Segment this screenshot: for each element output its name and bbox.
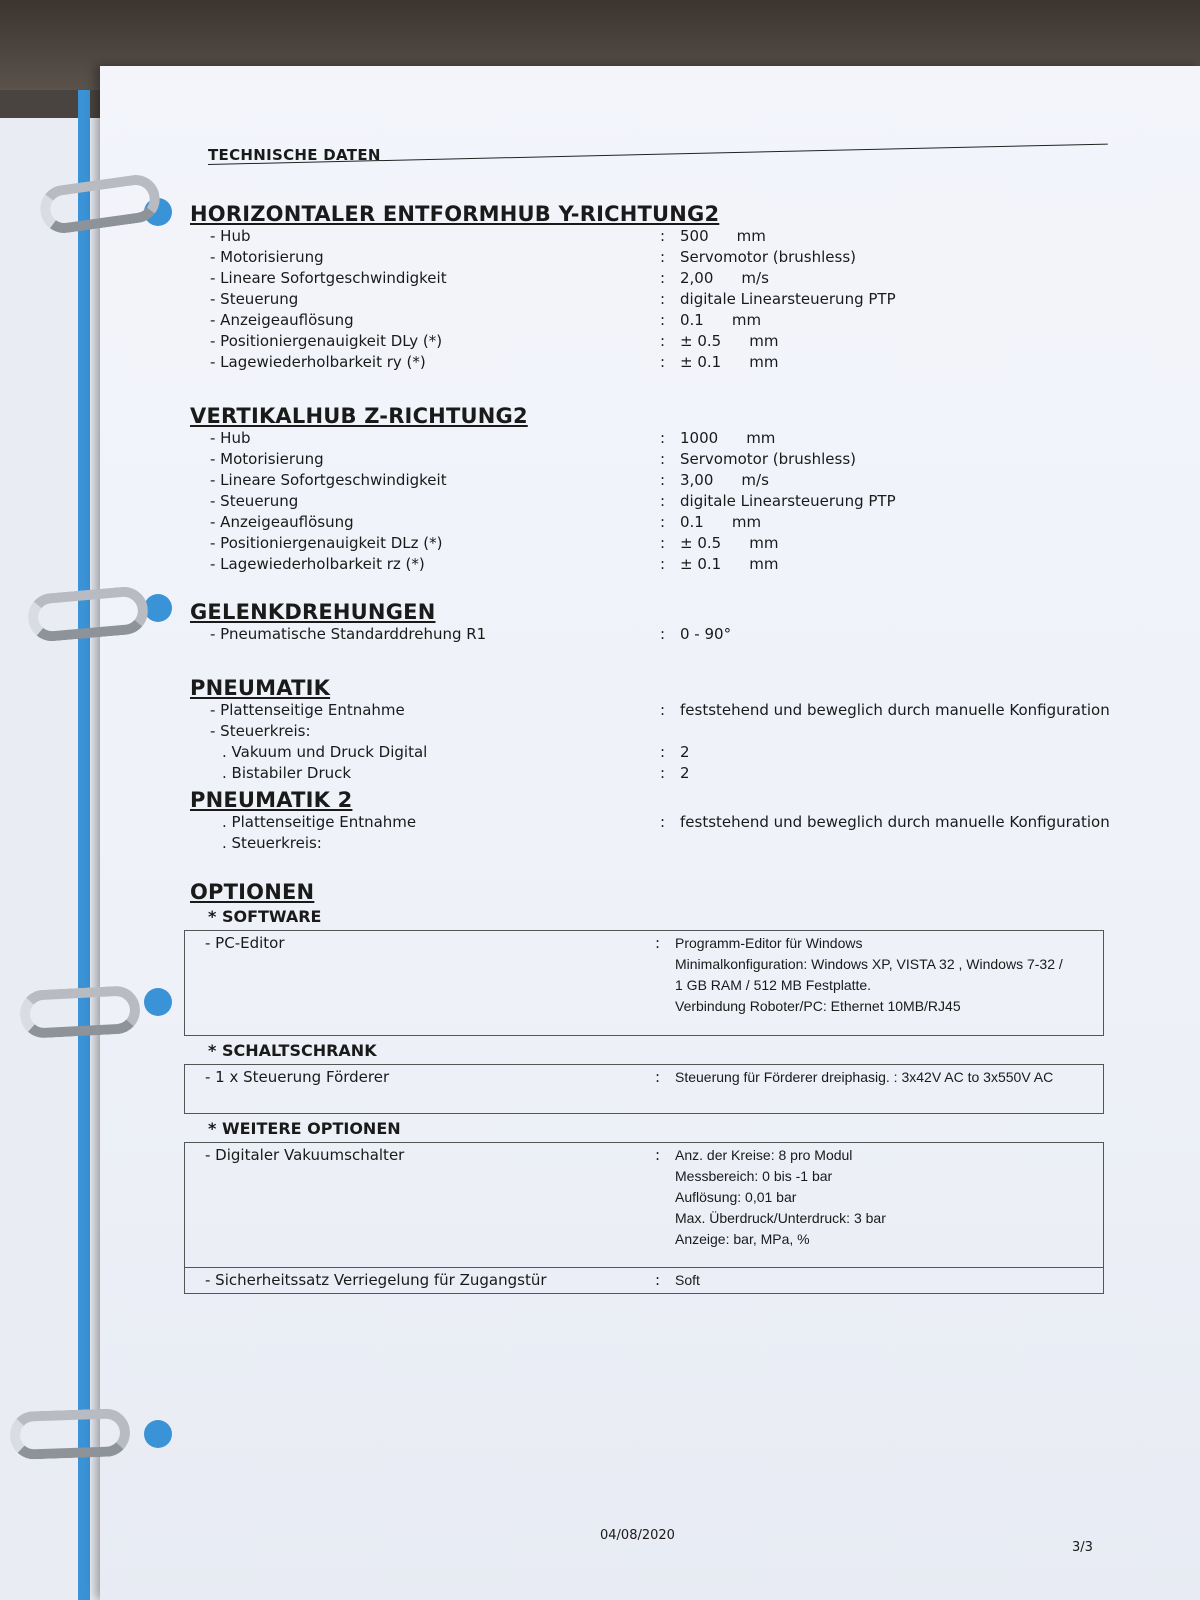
- spec-unit: mm: [749, 332, 779, 350]
- option-value-line: Anz. der Kreise: 8 pro Modul: [675, 1147, 853, 1163]
- document-page: [100, 66, 1200, 1600]
- spec-value-text: 0.1: [680, 311, 704, 329]
- spec-row: [190, 310, 1200, 331]
- colon: :: [660, 429, 666, 447]
- spec-label: - Lineare Sofortgeschwindigkeit: [210, 269, 447, 287]
- spec-row: [190, 352, 1200, 373]
- spec-row: [190, 700, 1200, 721]
- section-heading: HORIZONTALER ENTFORMHUB Y-RICHTUNG2: [190, 202, 720, 226]
- option-label: - Sicherheitssatz Verriegelung für Zugangstür: [205, 1271, 547, 1289]
- spec-unit: mm: [749, 353, 779, 371]
- colon: :: [660, 248, 666, 266]
- spec-value-text: 500: [680, 227, 709, 245]
- spec-label: - Pneumatische Standarddrehung R1: [210, 625, 487, 643]
- spec-row: [190, 533, 1200, 554]
- spec-list: [190, 428, 1200, 575]
- spec-unit: mm: [736, 227, 766, 245]
- spec-label: - Positioniergenauigkeit DLz (*): [210, 534, 443, 552]
- subsection-heading: * WEITERE OPTIONEN: [208, 1119, 401, 1138]
- colon: :: [660, 764, 666, 782]
- spec-value-text: ± 0.5: [680, 332, 722, 350]
- spec-value: [680, 742, 1200, 763]
- colon: :: [660, 450, 666, 468]
- spec-value-text: ± 0.1: [680, 555, 722, 573]
- spec-label: - Lineare Sofortgeschwindigkeit: [210, 471, 447, 489]
- binder-ring: [9, 1408, 131, 1460]
- binder-edge: [78, 90, 90, 1600]
- spec-unit: m/s: [741, 471, 769, 489]
- option-value: Steuerung für Förderer dreiphasig. : 3x42V AC to 3x550V AC: [675, 1069, 1054, 1085]
- spec-value-text: 3,00: [680, 471, 714, 489]
- option-value-line: Verbindung Roboter/PC: Ethernet 10MB/RJ45: [675, 998, 961, 1014]
- spec-value-text: digitale Linearsteuerung PTP: [680, 290, 896, 308]
- document-title: TECHNISCHE DATEN: [208, 146, 381, 164]
- footer-page-number: 3/3: [1072, 1540, 1093, 1555]
- option-row: [185, 1268, 1103, 1293]
- spec-row: [190, 449, 1200, 470]
- spec-value: [680, 763, 1200, 784]
- spec-row: [190, 763, 1200, 784]
- colon: :: [660, 701, 666, 719]
- option-box-schaltschrank: [184, 1064, 1104, 1114]
- spec-value: [680, 310, 1200, 331]
- spec-value: [680, 721, 1200, 742]
- spec-value: [680, 449, 1200, 470]
- spec-label: . Vakuum und Druck Digital: [222, 743, 428, 761]
- spec-value-text: 2: [680, 764, 690, 782]
- section-pneumatik2: [190, 788, 1200, 854]
- section-optionen: [190, 880, 1200, 1294]
- spec-row: [190, 554, 1200, 575]
- section-heading: PNEUMATIK 2: [190, 788, 353, 812]
- spec-label: - Positioniergenauigkeit DLy (*): [210, 332, 443, 350]
- spec-unit: m/s: [741, 269, 769, 287]
- spec-value-text: Servomotor (brushless): [680, 450, 857, 468]
- option-value-line: 1 GB RAM / 512 MB Festplatte.: [675, 977, 872, 993]
- colon: :: [660, 813, 666, 831]
- spec-label: - Hub: [210, 429, 251, 447]
- spec-value: [680, 700, 1200, 721]
- colon: :: [660, 492, 666, 510]
- spec-row: [190, 742, 1200, 763]
- section-pneumatik: [190, 676, 1200, 784]
- section-vertikal: [190, 404, 1200, 575]
- colon: [660, 833, 680, 854]
- spec-value: [680, 289, 1200, 310]
- spec-label: - Motorisierung: [210, 450, 324, 468]
- option-row: [185, 1065, 1103, 1113]
- spec-value: [680, 470, 1200, 491]
- spec-unit: mm: [749, 555, 779, 573]
- option-value-line: Max. Überdruck/Unterdruck: 3 bar: [675, 1210, 886, 1226]
- spec-row: [190, 470, 1200, 491]
- spec-value-text: 0.1: [680, 513, 704, 531]
- option-value-line: Anzeige: bar, MPa, %: [675, 1231, 810, 1247]
- spec-row: [190, 624, 1200, 645]
- colon: :: [660, 625, 666, 643]
- spec-unit: mm: [731, 513, 762, 531]
- spec-value: [680, 428, 1200, 449]
- spec-row: [190, 331, 1200, 352]
- spec-value: [680, 554, 1200, 575]
- colon: :: [660, 743, 666, 761]
- spec-value: [680, 624, 1200, 645]
- spec-value: [680, 833, 1200, 854]
- spec-row: [190, 428, 1200, 449]
- spec-unit: mm: [731, 311, 762, 329]
- spec-label: - Hub: [210, 227, 251, 245]
- option-value: [675, 1145, 1103, 1265]
- spec-value: [680, 268, 1200, 289]
- spec-row: [190, 289, 1200, 310]
- spec-label: - Motorisierung: [210, 248, 324, 266]
- option-row: [185, 1143, 1103, 1268]
- option-label: - 1 x Steuerung Förderer: [205, 1068, 390, 1086]
- colon: :: [660, 311, 666, 329]
- colon: :: [660, 332, 666, 350]
- spec-value-text: 2,00: [680, 269, 714, 287]
- colon: :: [660, 534, 666, 552]
- spec-value-text: 2: [680, 743, 690, 761]
- section-gelenk: [190, 600, 1200, 645]
- option-box-software: [184, 930, 1104, 1036]
- spec-list: [190, 812, 1200, 854]
- option-label: - Digitaler Vakuumschalter: [205, 1146, 405, 1164]
- section-heading: VERTIKALHUB Z-RICHTUNG2: [190, 404, 528, 428]
- option-row: [185, 931, 1103, 1035]
- spec-value: [680, 533, 1200, 554]
- spec-row: [190, 512, 1200, 533]
- spec-label: - Anzeigeauflösung: [210, 311, 354, 329]
- subsection-heading: * SOFTWARE: [208, 907, 322, 926]
- spec-label: - Plattenseitige Entnahme: [210, 701, 405, 719]
- section-horizontal: [190, 202, 1200, 373]
- section-heading: GELENKDREHUNGEN: [190, 600, 436, 624]
- spec-value: [680, 226, 1200, 247]
- colon: :: [660, 513, 666, 531]
- binder-ring: [19, 985, 141, 1039]
- spec-list: [190, 700, 1200, 784]
- spec-label: . Bistabiler Druck: [222, 764, 352, 782]
- section-heading: PNEUMATIK: [190, 676, 331, 700]
- footer-date: 04/08/2020: [600, 1528, 675, 1543]
- spec-row: [190, 268, 1200, 289]
- spec-value-text: feststehend und beweglich durch manuelle Konfiguration: [680, 813, 1110, 831]
- spec-label: - Steuerkreis:: [210, 722, 311, 740]
- punch-hole: [144, 594, 172, 622]
- spec-value: [680, 512, 1200, 533]
- colon: :: [655, 934, 661, 952]
- spec-value-text: Servomotor (brushless): [680, 248, 857, 266]
- spec-label: - Anzeigeauflösung: [210, 513, 354, 531]
- spec-value: [680, 331, 1200, 352]
- option-label: - PC-Editor: [205, 934, 285, 952]
- spec-value: [680, 812, 1200, 833]
- spec-value-text: 1000: [680, 429, 719, 447]
- colon: :: [655, 1068, 661, 1086]
- option-value-line: Messbereich: 0 bis -1 bar: [675, 1168, 833, 1184]
- spec-value: [680, 247, 1200, 268]
- option-box-weitere: [184, 1142, 1104, 1294]
- punch-hole: [144, 988, 172, 1016]
- spec-list: [190, 226, 1200, 373]
- spec-row: [190, 833, 1200, 854]
- spec-list: [190, 624, 1200, 645]
- spec-value: [680, 352, 1200, 373]
- option-value-line: Minimalkonfiguration: Windows XP, VISTA 32 , Windows 7-32 /: [675, 956, 1063, 972]
- colon: :: [660, 353, 666, 371]
- spec-unit: mm: [749, 534, 779, 552]
- option-value: [675, 933, 1103, 1033]
- colon: :: [660, 555, 666, 573]
- colon: :: [660, 471, 666, 489]
- spec-label: - Lagewiederholbarkeit rz (*): [210, 555, 425, 573]
- colon: [660, 721, 680, 742]
- subsection-heading: * SCHALTSCHRANK: [208, 1041, 377, 1060]
- spec-row: [190, 721, 1200, 742]
- spec-value-text: digitale Linearsteuerung PTP: [680, 492, 896, 510]
- spec-row: [190, 491, 1200, 512]
- colon: :: [660, 290, 666, 308]
- option-value-line: Auflösung: 0,01 bar: [675, 1189, 797, 1205]
- spec-label: . Steuerkreis:: [222, 834, 322, 852]
- spec-unit: mm: [746, 429, 776, 447]
- spec-label: - Steuerung: [210, 290, 299, 308]
- punch-hole: [144, 1420, 172, 1448]
- spec-value-text: ± 0.1: [680, 353, 722, 371]
- spec-label: - Lagewiederholbarkeit ry (*): [210, 353, 426, 371]
- spec-row: [190, 226, 1200, 247]
- spec-label: - Steuerung: [210, 492, 299, 510]
- section-heading: OPTIONEN: [190, 880, 315, 904]
- colon: :: [655, 1271, 661, 1289]
- spec-value-text: feststehend und beweglich durch manuelle Konfiguration: [680, 701, 1110, 719]
- spec-row: [190, 812, 1200, 833]
- colon: :: [655, 1146, 661, 1164]
- spec-row: [190, 247, 1200, 268]
- colon: :: [660, 227, 666, 245]
- spec-value: [680, 491, 1200, 512]
- option-value: Soft: [675, 1272, 700, 1288]
- option-value-line: Programm-Editor für Windows: [675, 935, 863, 951]
- spec-value-text: ± 0.5: [680, 534, 722, 552]
- spec-value-text: 0 - 90°: [680, 625, 732, 643]
- colon: :: [660, 269, 666, 287]
- spec-label: . Plattenseitige Entnahme: [222, 813, 417, 831]
